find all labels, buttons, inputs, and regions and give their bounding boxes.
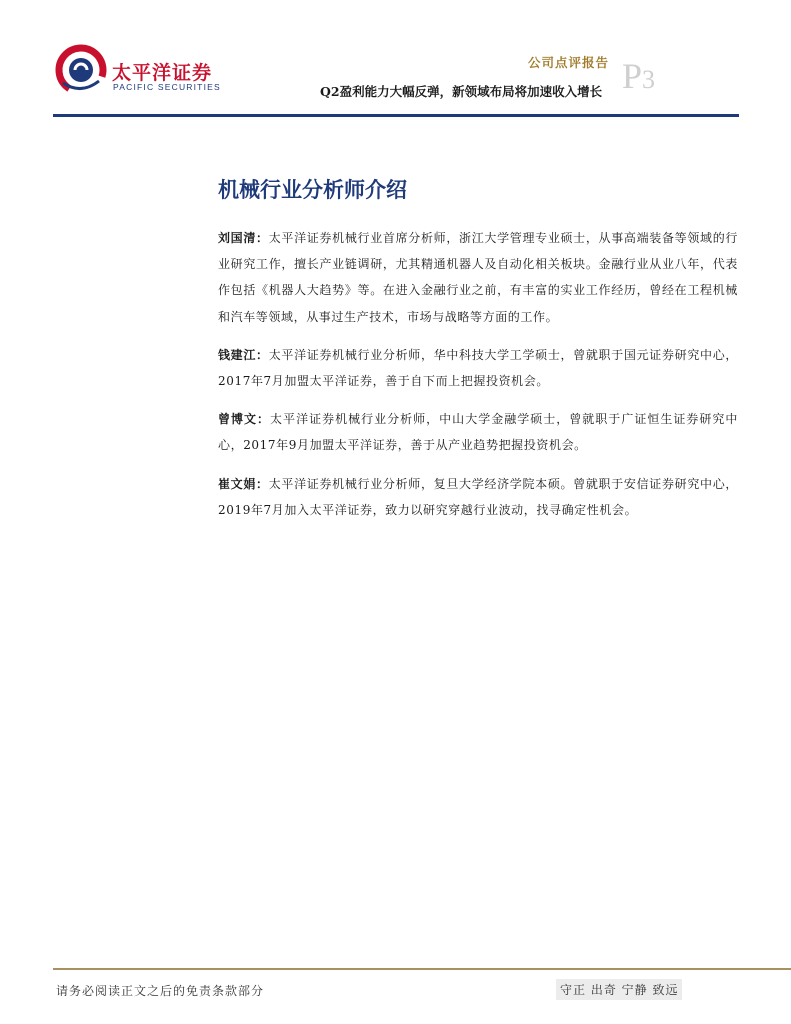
report-title: Q2盈利能力大幅反弹，新领域布局将加速收入增长 bbox=[320, 84, 603, 99]
brand-name-en: PACIFIC SECURITIES bbox=[113, 82, 221, 92]
pacific-securities-logo-icon bbox=[53, 43, 109, 95]
analyst-bio bbox=[218, 342, 738, 394]
analyst-name: 曾博文： bbox=[218, 412, 271, 427]
analyst-name: 刘国清： bbox=[218, 231, 269, 245]
footer-divider bbox=[53, 968, 791, 970]
section-title: 机械行业分析师介绍 bbox=[218, 177, 407, 202]
analyst-name: 崔文娟： bbox=[218, 476, 269, 491]
analyst-bio bbox=[218, 406, 738, 458]
footer-disclaimer: 请务必阅读正文之后的免责条款部分 bbox=[56, 984, 265, 998]
analyst-bio-text: 太平洋证券机械行业分析师，中山大学金融学硕士，曾就职于广证恒生证券研究中心，2017年9月加盟太平洋证券，善于从产业趋势把握投资机会。 bbox=[218, 412, 738, 453]
page-number bbox=[622, 56, 655, 100]
analyst-bio bbox=[218, 225, 738, 330]
brand-name-cn: 太平洋证券 bbox=[112, 62, 213, 84]
header-divider bbox=[53, 114, 739, 117]
page-letter: P bbox=[622, 56, 643, 96]
report-type: 公司点评报告 bbox=[528, 55, 610, 70]
page-digit: 3 bbox=[642, 65, 656, 94]
footer-motto: 守正 出奇 宁静 致远 bbox=[556, 979, 682, 1000]
analyst-bio bbox=[218, 471, 738, 523]
analyst-bio-text: 太平洋证券机械行业首席分析师，浙江大学管理专业硕士，从事高端装备等领域的行业研究工作，擅长产业链调研，尤其精通机器人及自动化相关板块。金融行业从业八年，代表作包括《机器人大趋势》等。在进入金融行业之前，有丰富的实业工作经历，曾经在工程机械和汽车等领域，从事过生产技术，市场与战略等方面的工作。 bbox=[218, 231, 739, 324]
analyst-name: 钱建江： bbox=[218, 347, 269, 362]
analyst-bios bbox=[218, 213, 738, 534]
analyst-bio-text: 太平洋证券机械行业分析师，华中科技大学工学硕士，曾就职于国元证券研究中心，2017年7月加盟太平洋证券，善于自下而上把握投资机会。 bbox=[218, 347, 739, 389]
analyst-bio-text: 太平洋证券机械行业分析师，复旦大学经济学院本硕。曾就职于安信证券研究中心，2019年7月加入太平洋证券，致力以研究穿越行业波动，找寻确定性机会。 bbox=[218, 476, 739, 517]
